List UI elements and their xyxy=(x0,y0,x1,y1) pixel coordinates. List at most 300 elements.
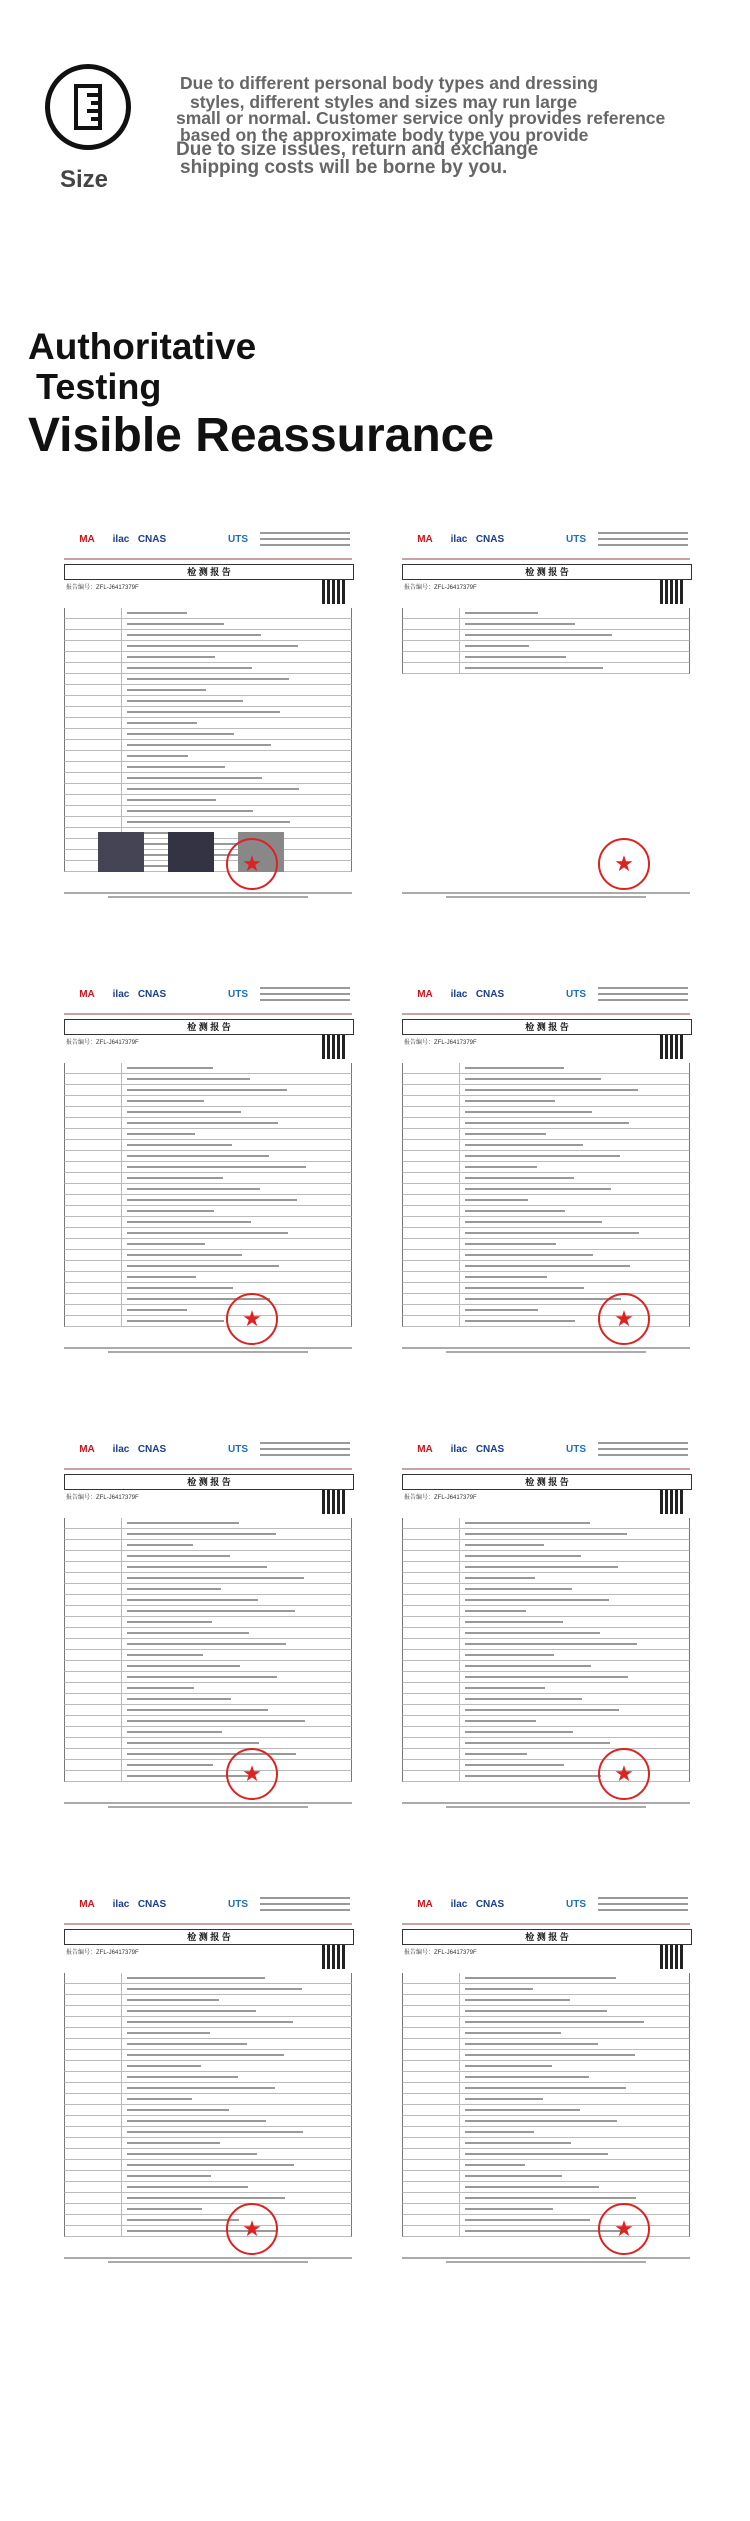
row-text xyxy=(465,2120,617,2122)
row-text xyxy=(127,1067,213,1069)
row-text xyxy=(465,1254,593,1256)
row-text xyxy=(127,678,289,680)
table-row xyxy=(402,1606,690,1617)
row-text xyxy=(127,2054,284,2056)
table-row xyxy=(402,1995,690,2006)
logo-ilac: ilac xyxy=(446,528,472,550)
table-row xyxy=(64,1305,352,1316)
official-seal: ★ xyxy=(598,1293,650,1345)
row-text xyxy=(465,1320,575,1322)
table-row xyxy=(64,1617,352,1628)
row-text xyxy=(127,1709,268,1711)
table-row xyxy=(64,2193,352,2204)
table-row xyxy=(64,1628,352,1639)
logo-ma: MA xyxy=(70,1438,104,1460)
report-number: 报告编号：ZFL-J6417379F xyxy=(66,585,139,591)
table-row xyxy=(402,1118,690,1129)
table-row xyxy=(64,1074,352,1085)
row-text xyxy=(465,1588,572,1590)
header-text-line xyxy=(598,1442,688,1444)
size-line-2: styles, different styles and sizes may run large xyxy=(190,92,578,112)
official-seal: ★ xyxy=(226,1748,278,1800)
row-text xyxy=(127,1309,187,1311)
row-text xyxy=(465,1522,590,1524)
table-row xyxy=(64,1206,352,1217)
table-row xyxy=(64,652,352,663)
row-text xyxy=(127,2153,257,2155)
ruler-glyph xyxy=(73,83,103,131)
row-text xyxy=(127,2065,201,2067)
row-text xyxy=(127,777,262,779)
table-row xyxy=(64,1228,352,1239)
report-header xyxy=(402,979,690,1013)
row-text xyxy=(465,1720,536,1722)
table-row xyxy=(402,1206,690,1217)
row-text xyxy=(127,1522,239,1524)
table-row xyxy=(402,2028,690,2039)
report-table xyxy=(64,1973,352,2237)
table-row xyxy=(402,2160,690,2171)
row-text xyxy=(127,2186,248,2188)
row-text xyxy=(127,1144,232,1146)
table-row xyxy=(64,1716,352,1727)
row-text xyxy=(465,1533,627,1535)
row-text xyxy=(127,612,187,614)
logo-uts: UTS xyxy=(224,528,252,550)
header-divider xyxy=(64,558,352,560)
table-row xyxy=(64,1151,352,1162)
row-text xyxy=(465,1764,564,1766)
header-divider xyxy=(402,1013,690,1015)
row-text xyxy=(465,1610,526,1612)
qr-code xyxy=(322,1490,346,1514)
logo-uts: UTS xyxy=(224,1438,252,1460)
table-row xyxy=(402,1984,690,1995)
logo-cnas: CNAS xyxy=(474,528,506,550)
row-text xyxy=(465,1210,565,1212)
table-row xyxy=(64,1771,352,1782)
table-row xyxy=(402,1518,690,1529)
report-header xyxy=(64,1889,352,1923)
row-text xyxy=(465,1177,574,1179)
header-text-line xyxy=(598,1897,688,1899)
row-text xyxy=(127,1599,258,1601)
report-title: 检 测 报 告 xyxy=(402,1019,692,1035)
header-text-line xyxy=(598,987,688,989)
table-row xyxy=(64,2028,352,2039)
report-number: 报告编号：ZFL-J6417379F xyxy=(404,1950,477,1956)
table-row xyxy=(64,1595,352,1606)
table-row xyxy=(64,1584,352,1595)
logo-uts: UTS xyxy=(562,983,590,1005)
size-line-4: based on the approximate body type you provide xyxy=(180,125,589,145)
row-text xyxy=(465,623,575,625)
row-text xyxy=(465,1988,533,1990)
table-row xyxy=(64,806,352,817)
size-line-1: Due to different personal body types and dressing xyxy=(180,73,599,93)
row-text xyxy=(465,656,566,658)
qr-code xyxy=(322,1035,346,1059)
row-text xyxy=(465,2153,608,2155)
table-row xyxy=(402,1162,690,1173)
table-row xyxy=(64,1749,352,1760)
table-row xyxy=(402,1727,690,1738)
qr-code xyxy=(660,1490,684,1514)
header-divider xyxy=(402,1468,690,1470)
table-row xyxy=(402,1140,690,1151)
table-row xyxy=(64,1316,352,1327)
table-row xyxy=(64,2204,352,2215)
report-header xyxy=(64,979,352,1013)
logo-uts: UTS xyxy=(562,528,590,550)
report-table xyxy=(402,608,690,674)
header-divider xyxy=(64,1923,352,1925)
header-text-line xyxy=(598,538,688,540)
row-text xyxy=(465,1265,630,1267)
header-text-line xyxy=(260,1448,350,1450)
official-seal: ★ xyxy=(226,2203,278,2255)
table-row xyxy=(402,1250,690,1261)
row-text xyxy=(127,2164,294,2166)
row-text xyxy=(127,2219,239,2221)
test-report-page xyxy=(58,1430,358,1810)
row-text xyxy=(127,1100,204,1102)
test-report-page xyxy=(396,1430,696,1810)
row-text xyxy=(465,2076,589,2078)
official-seal: ★ xyxy=(226,838,278,890)
faint-top-text xyxy=(60,0,170,22)
table-row xyxy=(64,696,352,707)
row-text xyxy=(465,1111,592,1113)
header-text-line xyxy=(598,1903,688,1905)
table-row xyxy=(64,1705,352,1716)
row-text xyxy=(127,1111,241,1113)
qr-code xyxy=(660,1035,684,1059)
report-table xyxy=(402,1063,690,1327)
official-seal: ★ xyxy=(598,2203,650,2255)
row-text xyxy=(127,1665,240,1667)
row-text xyxy=(465,1122,629,1124)
qr-code xyxy=(660,580,684,604)
row-text xyxy=(465,1298,621,1300)
test-report-page xyxy=(396,1885,696,2265)
table-row xyxy=(64,663,352,674)
table-row xyxy=(402,2138,690,2149)
test-report-page xyxy=(58,520,358,900)
table-row xyxy=(402,1151,690,1162)
row-text xyxy=(127,2109,229,2111)
table-row xyxy=(64,1650,352,1661)
table-row xyxy=(402,1694,690,1705)
table-row xyxy=(402,1261,690,1272)
table-row xyxy=(402,1540,690,1551)
row-text xyxy=(465,1155,620,1157)
table-row xyxy=(402,1063,690,1074)
row-text xyxy=(127,755,188,757)
row-text xyxy=(465,612,538,614)
row-text xyxy=(465,1067,564,1069)
table-row xyxy=(64,1173,352,1184)
footer-line xyxy=(446,896,646,898)
row-text xyxy=(127,788,299,790)
row-text xyxy=(465,2164,525,2166)
footer-line xyxy=(64,892,352,894)
table-row xyxy=(402,1107,690,1118)
table-row xyxy=(64,817,352,828)
header-text-line xyxy=(260,532,350,534)
report-number: 报告编号：ZFL-J6417379F xyxy=(404,1495,477,1501)
row-text xyxy=(465,1643,637,1645)
table-row xyxy=(64,2105,352,2116)
row-text xyxy=(127,766,225,768)
sample-photo xyxy=(98,832,144,872)
logo-cnas: CNAS xyxy=(136,1893,168,1915)
table-row xyxy=(64,1140,352,1151)
table-row xyxy=(402,1184,690,1195)
table-row xyxy=(402,1129,690,1140)
row-text xyxy=(127,1177,223,1179)
table-row xyxy=(64,1562,352,1573)
logo-uts: UTS xyxy=(562,1438,590,1460)
table-row xyxy=(402,2171,690,2182)
logo-cnas: CNAS xyxy=(474,983,506,1005)
header-text-line xyxy=(598,532,688,534)
auth-line-3: Visible Reassurance xyxy=(28,409,495,462)
row-text xyxy=(465,1742,610,1744)
table-row xyxy=(64,2006,352,2017)
row-text xyxy=(465,1709,619,1711)
report-table xyxy=(64,1063,352,1327)
row-text xyxy=(465,2032,561,2034)
logo-ilac: ilac xyxy=(108,1893,134,1915)
logo-ma: MA xyxy=(408,1893,442,1915)
table-row xyxy=(64,1283,352,1294)
report-number: 报告编号：ZFL-J6417379F xyxy=(66,1950,139,1956)
table-row xyxy=(64,1984,352,1995)
table-row xyxy=(64,1184,352,1195)
table-row xyxy=(64,1606,352,1617)
row-text xyxy=(465,1977,616,1979)
test-report-page xyxy=(58,1885,358,2265)
official-seal: ★ xyxy=(226,1293,278,1345)
row-text xyxy=(127,1676,277,1678)
table-row xyxy=(64,740,352,751)
row-text xyxy=(465,1632,600,1634)
table-row xyxy=(64,1085,352,1096)
row-text xyxy=(465,2109,580,2111)
table-row xyxy=(402,2105,690,2116)
row-text xyxy=(465,1775,601,1777)
logo-ma: MA xyxy=(70,528,104,550)
report-header xyxy=(64,524,352,558)
header-text-line xyxy=(260,987,350,989)
report-title: 检 测 报 告 xyxy=(64,564,354,580)
table-row xyxy=(64,1760,352,1771)
row-text xyxy=(127,744,271,746)
table-row xyxy=(402,1173,690,1184)
table-row xyxy=(64,1107,352,1118)
row-text xyxy=(127,1188,260,1190)
row-text xyxy=(465,2054,635,2056)
logo-cnas: CNAS xyxy=(474,1438,506,1460)
table-row xyxy=(64,2061,352,2072)
test-report-page xyxy=(396,520,696,900)
footer-line xyxy=(108,2261,308,2263)
report-title: 检 测 报 告 xyxy=(64,1474,354,1490)
header-text-line xyxy=(260,544,350,546)
row-text xyxy=(127,1243,205,1245)
table-row xyxy=(64,1162,352,1173)
report-table xyxy=(402,1973,690,2237)
row-text xyxy=(127,1566,267,1568)
table-row xyxy=(64,1738,352,1749)
row-text xyxy=(127,1199,297,1201)
row-text xyxy=(127,1731,222,1733)
sample-photo xyxy=(168,832,214,872)
row-text xyxy=(465,1676,628,1678)
size-label: Size xyxy=(60,166,109,193)
row-text xyxy=(465,2142,571,2144)
row-text xyxy=(127,810,253,812)
table-row xyxy=(64,795,352,806)
table-row xyxy=(64,1672,352,1683)
report-title: 检 测 报 告 xyxy=(64,1929,354,1945)
report-header xyxy=(402,1434,690,1468)
official-seal: ★ xyxy=(598,1748,650,1800)
row-text xyxy=(465,1599,609,1601)
row-text xyxy=(465,1654,554,1656)
logo-ma: MA xyxy=(408,528,442,550)
row-text xyxy=(127,1078,250,1080)
table-row xyxy=(64,1239,352,1250)
table-row xyxy=(402,1617,690,1628)
table-row xyxy=(64,2226,352,2237)
table-row xyxy=(402,1529,690,1540)
row-text xyxy=(127,1221,251,1223)
table-row xyxy=(402,1551,690,1562)
logo-cnas: CNAS xyxy=(136,1438,168,1460)
table-row xyxy=(64,1118,352,1129)
footer-line xyxy=(108,896,308,898)
table-row xyxy=(64,2116,352,2127)
table-row xyxy=(64,1639,352,1650)
header-divider xyxy=(402,1923,690,1925)
row-text xyxy=(465,634,612,636)
row-text xyxy=(127,1133,195,1135)
footer-line xyxy=(446,2261,646,2263)
row-text xyxy=(465,1753,527,1755)
table-row xyxy=(402,1217,690,1228)
table-row xyxy=(402,1228,690,1239)
row-text xyxy=(465,645,529,647)
footer-line xyxy=(402,892,690,894)
row-text xyxy=(465,1621,563,1623)
size-line-5: Due to size issues, return and exchange xyxy=(176,139,539,160)
table-row xyxy=(402,1639,690,1650)
row-text xyxy=(465,2208,553,2210)
report-table xyxy=(64,1518,352,1782)
logo-ilac: ilac xyxy=(446,1438,472,1460)
row-text xyxy=(127,733,234,735)
footer-line xyxy=(64,2257,352,2259)
logo-ilac: ilac xyxy=(446,983,472,1005)
row-text xyxy=(127,1166,306,1168)
logo-cnas: CNAS xyxy=(136,983,168,1005)
table-row xyxy=(64,608,352,619)
row-text xyxy=(465,2197,636,2199)
row-text xyxy=(127,656,215,658)
header-text-line xyxy=(260,1897,350,1899)
table-row xyxy=(402,2083,690,2094)
report-title: 检 测 报 告 xyxy=(64,1019,354,1035)
row-text xyxy=(127,1533,276,1535)
table-row xyxy=(402,1283,690,1294)
logo-uts: UTS xyxy=(224,983,252,1005)
report-number: 报告编号：ZFL-J6417379F xyxy=(66,1495,139,1501)
table-row xyxy=(402,2204,690,2215)
row-text xyxy=(465,2010,607,2012)
row-text xyxy=(465,1089,638,1091)
table-row xyxy=(64,674,352,685)
footer-line xyxy=(402,2257,690,2259)
report-header xyxy=(402,1889,690,1923)
qr-code xyxy=(322,1945,346,1969)
row-text xyxy=(465,1144,583,1146)
row-text xyxy=(465,2065,552,2067)
table-row xyxy=(64,784,352,795)
table-row xyxy=(64,1683,352,1694)
row-text xyxy=(465,2021,644,2023)
table-row xyxy=(402,2050,690,2061)
row-text xyxy=(127,1988,302,1990)
header-text-line xyxy=(260,1903,350,1905)
row-text xyxy=(127,1643,286,1645)
header-text-line xyxy=(260,538,350,540)
row-text xyxy=(465,667,603,669)
table-row xyxy=(402,630,690,641)
report-title: 检 测 报 告 xyxy=(402,1474,692,1490)
table-row xyxy=(402,1272,690,1283)
table-row xyxy=(64,1694,352,1705)
table-row xyxy=(64,751,352,762)
table-row xyxy=(64,2160,352,2171)
footer-line xyxy=(108,1351,308,1353)
row-text xyxy=(127,1544,193,1546)
table-row xyxy=(64,773,352,784)
table-row xyxy=(64,1195,352,1206)
footer-line xyxy=(402,1347,690,1349)
table-row xyxy=(64,1573,352,1584)
row-text xyxy=(465,1566,618,1568)
logo-ilac: ilac xyxy=(108,528,134,550)
row-text xyxy=(127,1999,219,2001)
table-row xyxy=(64,1294,352,1305)
footer-line xyxy=(64,1802,352,1804)
row-text xyxy=(127,1155,269,1157)
row-text xyxy=(127,1577,304,1579)
row-text xyxy=(127,1610,295,1612)
table-row xyxy=(64,1217,352,1228)
row-text xyxy=(465,1544,544,1546)
row-text xyxy=(465,2043,598,2045)
row-text xyxy=(465,1577,535,1579)
row-text xyxy=(465,1698,582,1700)
row-text xyxy=(127,667,252,669)
table-row xyxy=(64,1995,352,2006)
row-text xyxy=(127,1276,196,1278)
table-row xyxy=(64,1261,352,1272)
row-text xyxy=(465,2087,626,2089)
